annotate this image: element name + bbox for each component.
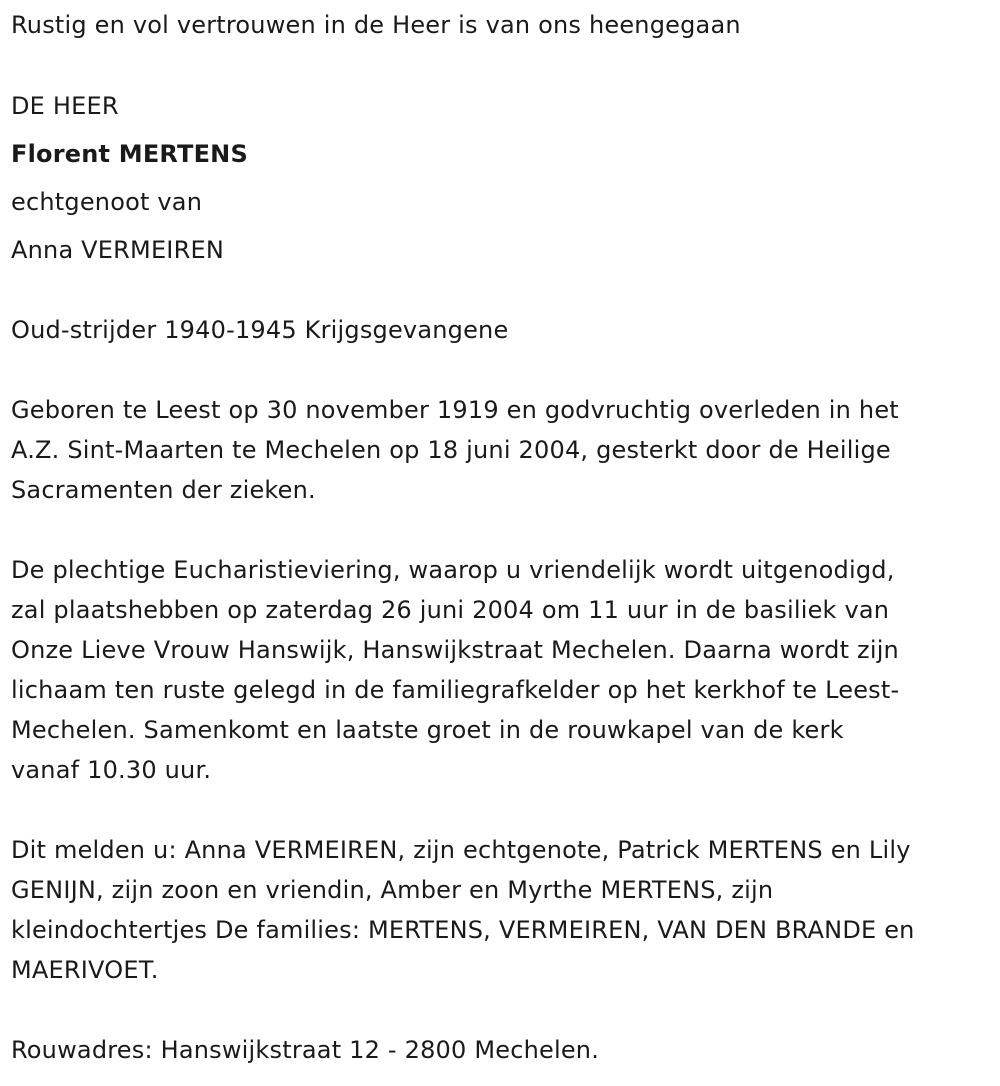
ceremony-line: zal plaatshebben op zaterdag 26 juni 2004 om 11 uur in de basiliek van: [11, 596, 890, 624]
announcers-line: Dit melden u: Anna VERMEIREN, zijn echtgenote, Patrick MERTENS en Lily: [11, 836, 911, 864]
birth-death-line: Sacramenten der zieken.: [11, 476, 316, 504]
ceremony-line: De plechtige Eucharistieviering, waarop u vriendelijk wordt uitgenodigd,: [11, 556, 895, 584]
announcers-line: GENIJN, zijn zoon en vriendin, Amber en Myrthe MERTENS, zijn: [11, 876, 774, 904]
ceremony-line: Onze Lieve Vrouw Hanswijk, Hanswijkstraat Mechelen. Daarna wordt zijn: [11, 636, 899, 664]
veteran-line: Oud-strijder 1940-1945 Krijgsgevangene: [11, 316, 509, 344]
ceremony-line: lichaam ten ruste gelegd in de familiegrafkelder op het kerkhof te Leest-: [11, 676, 900, 704]
ceremony-line: vanaf 10.30 uur.: [11, 756, 212, 784]
mourning-address: Rouwadres: Hanswijkstraat 12 - 2800 Mechelen.: [11, 1036, 600, 1064]
deceased-name: Florent MERTENS: [11, 140, 248, 168]
ceremony-line: Mechelen. Samenkomt en laatste groet in de rouwkapel van de kerk: [11, 716, 844, 744]
spouse-name: Anna VERMEIREN: [11, 236, 224, 264]
intro-text: Rustig en vol vertrouwen in de Heer is van ons heengegaan: [11, 11, 741, 39]
birth-death-line: A.Z. Sint-Maarten te Mechelen op 18 juni 2004, gesterkt door de Heilige: [11, 436, 891, 464]
announcers-line: kleindochtertjes De families: MERTENS, VERMEIREN, VAN DEN BRANDE en: [11, 916, 915, 944]
relation-text: echtgenoot van: [11, 188, 203, 216]
announcers-line: MAERIVOET.: [11, 956, 159, 984]
salutation: DE HEER: [11, 92, 119, 120]
birth-death-line: Geboren te Leest op 30 november 1919 en godvruchtig overleden in het: [11, 396, 899, 424]
